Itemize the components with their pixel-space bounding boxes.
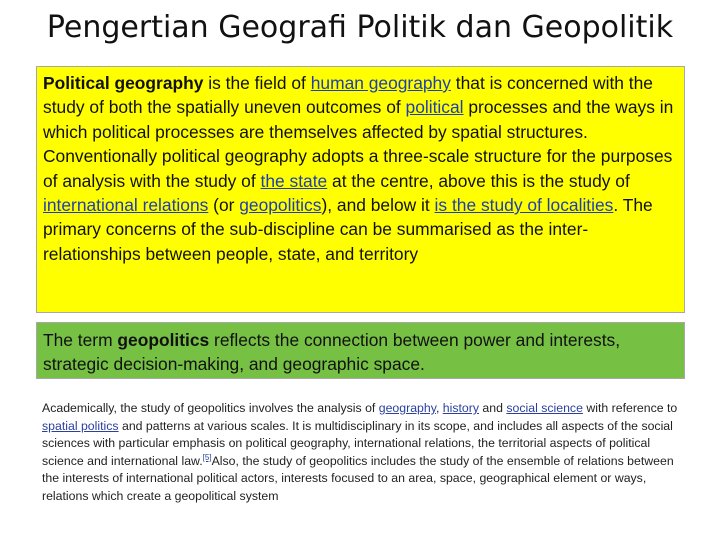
box2-text: The term bbox=[43, 330, 118, 350]
box1-text: is the field of bbox=[203, 73, 311, 93]
link-geopolitics[interactable]: geopolitics bbox=[239, 195, 322, 216]
link-international-relations[interactable]: international relations bbox=[43, 195, 209, 216]
link-spatial-politics[interactable]: spatial politics bbox=[42, 418, 119, 433]
reference-link[interactable]: [5] bbox=[202, 452, 212, 462]
political-geography-term: Political geography bbox=[43, 73, 204, 93]
link-geography[interactable]: geography bbox=[378, 401, 436, 415]
reference-5[interactable] bbox=[203, 453, 212, 462]
link-human-geography[interactable]: human geography bbox=[310, 73, 451, 93]
para3-text: Academically, the study of geopolitics involves the analysis of bbox=[42, 401, 379, 415]
box1-text: (or bbox=[208, 195, 240, 216]
box1-text: . The primary concerns of the sub-discipline can be summarised as the inter-relationships between people, state, and territory bbox=[43, 195, 653, 264]
box2-text: reflects the connection between power and interests, strategic decision-making, and geographic space. bbox=[43, 330, 621, 374]
geopolitics-term: geopolitics bbox=[117, 330, 210, 350]
box1-text: processes and the ways in which political processes are themselves affected by spatial structures. Conventionally political geography adopts a three-scale structure for the purposes of analysis with the study of bbox=[43, 97, 674, 191]
box1-text: ), and below it bbox=[321, 195, 435, 216]
para3-text: and patterns at various scales. It is multidisciplinary in its scope, and includes all aspects of the social sciences with particular emphasis on political geography, international relations, the territorial aspects of political science and international law. bbox=[42, 418, 673, 468]
link-the-state[interactable]: the state bbox=[260, 170, 328, 191]
box1-text: at the centre, above this is the study of bbox=[327, 170, 630, 191]
slide-title: Pengertian Geografi Politik dan Geopolitik bbox=[46, 10, 674, 45]
political-geography-box bbox=[36, 66, 685, 313]
link-localities[interactable]: is the study of localities bbox=[434, 195, 614, 216]
link-social-science[interactable]: social science bbox=[506, 401, 583, 415]
para3-text: , bbox=[435, 401, 443, 415]
box1-text: that is concerned with the study of both the spatially uneven outcomes of bbox=[43, 73, 653, 118]
para3-text: Also, the study of geopolitics includes the study of the ensemble of relations between the interests of international political actors, interests focused to an area, space, geographical element or ways, relations which create a geopolitical system bbox=[42, 453, 674, 503]
link-political[interactable]: political bbox=[405, 97, 464, 118]
para3-text: with reference to bbox=[582, 401, 678, 415]
link-history[interactable]: history bbox=[442, 401, 480, 415]
para3-text: and bbox=[479, 401, 507, 415]
geopolitics-box bbox=[36, 322, 685, 379]
academic-paragraph bbox=[42, 400, 682, 506]
